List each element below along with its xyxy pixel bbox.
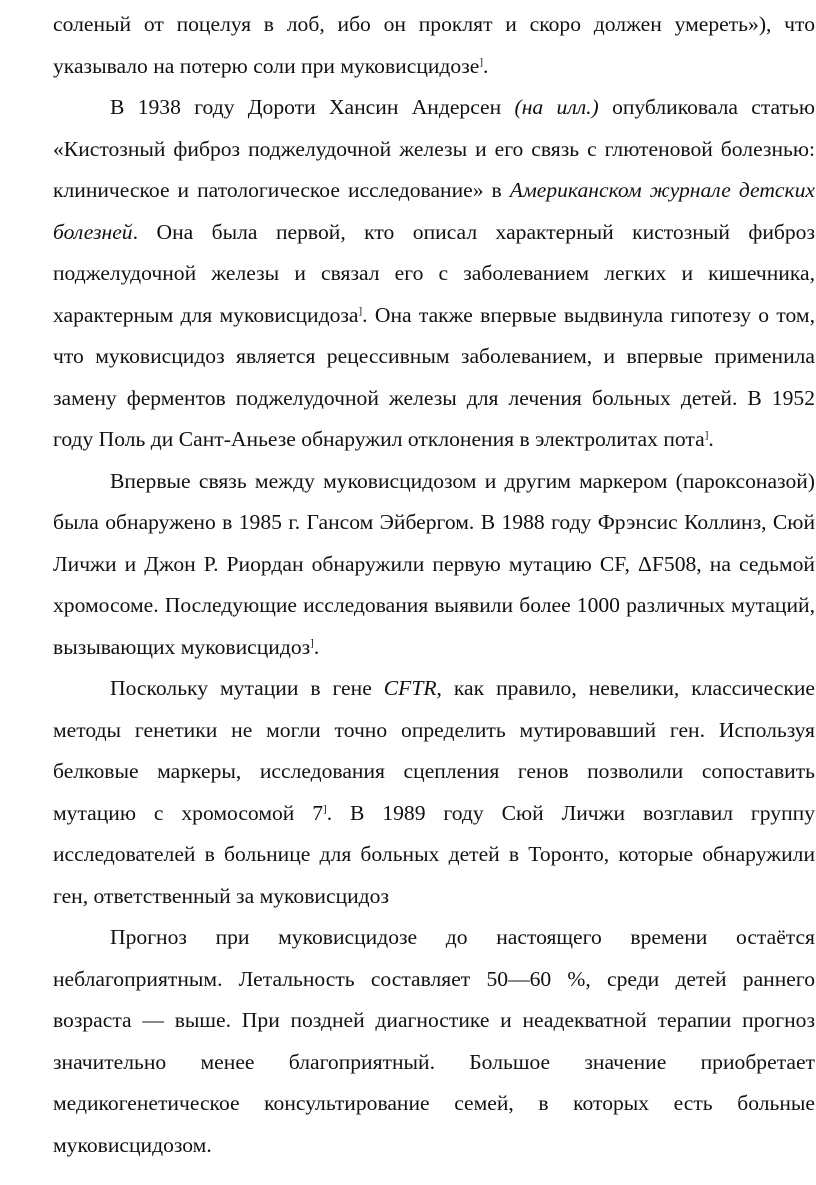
text-run: . Она также впервые выдвинула гипотезу о том, что муковисцидоз является рецессивным заболеванием, и впервые применила замену ферментов поджелудочной железы для лечения больных детей. В 1952 году Поль ди Сант-Аньезе обнаружил отклонения в электролитах пота — [53, 302, 815, 451]
paragraph — [53, 4, 815, 87]
footnote-marker: ] — [358, 304, 363, 317]
paragraph — [53, 87, 815, 461]
text-run: Поскольку мутации в гене — [110, 676, 384, 700]
text-column — [53, 4, 815, 1166]
paragraph — [53, 917, 815, 1166]
footnote-marker: ] — [704, 429, 709, 441]
text-run: . — [483, 53, 489, 78]
footnote-marker: ] — [479, 55, 484, 68]
italic-text: CFTR — [383, 676, 437, 700]
text-run: В 1938 году Дороти Хансин Андерсен — [110, 95, 515, 119]
footnote-marker: ] — [323, 802, 327, 815]
text-run: соленый от поцелуя в лоб, ибо он проклят и скоро должен умереть»), что указывало на потерю соли при муковисцидозе — [53, 12, 815, 78]
text-run: опубликовала статью «Кистозный фиброз поджелудочной железы и его связь с глютеновой болезнью: клиническое и патологическое исследование» в — [53, 95, 815, 202]
paragraph — [53, 461, 815, 669]
text-run: , как правило, невелики, классические методы генетики не могли точно определить мутировавший ген. Используя белковые маркеры, исследования сцепления генов позволили сопоставить мутацию с хромосомой 7 — [53, 676, 815, 825]
text-run: . — [313, 634, 320, 659]
footnote-marker: ] — [310, 636, 314, 649]
text-run: . — [708, 427, 714, 451]
text-run: . В 1989 году Сюй Личжи возглавил группу исследователей в больнице для больных детей в Торонто, которые обнаружили ген, ответственный за муковисцидоз — [53, 800, 815, 908]
italic-text: (на илл.) — [514, 95, 599, 119]
text-run: Впервые связь между муковисцидозом и другим маркером (пароксоназой) была обнаружено в 1985 г. Гансом Эйбергом. В 1988 году Фрэнсис Коллинз, Сюй Личжи и Джон Р. Риордан обнаружили первую мутацию CF, ΔF508, на седьмой хромосоме. Последующие исследования выявили более 1000 различных мутаций, вызывающих муковисцидоз — [53, 468, 815, 659]
italic-text: Американском журнале детских болезней — [53, 178, 816, 244]
text-run: . Она была первой, кто описал характерный кистозный фиброз поджелудочной железы и связал его с заболеванием легких и кишечника, характерным для муковисцидоза — [53, 219, 815, 327]
paragraph — [53, 668, 815, 917]
text-run: Прогноз при муковисцидозе до настоящего времени остаётся неблагоприятным. Летальность составляет 50—60 %, среди детей раннего возраста — выше. При поздней диагностике и неадекватной терапии прогноз значительно менее благоприятный. Большое значение приобретает медикогенетическое консультирование семей, в которых есть больные муковисцидозом. — [53, 925, 815, 1157]
